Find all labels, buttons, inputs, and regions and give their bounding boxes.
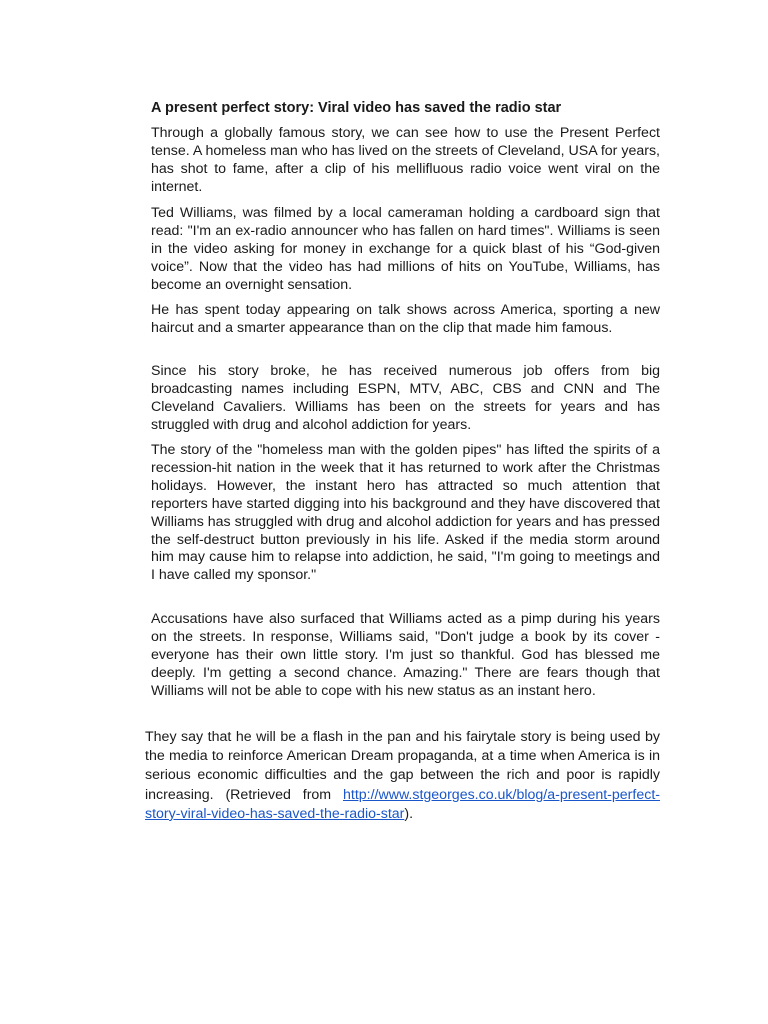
paragraph-7: [145, 728, 660, 824]
paragraph-1: Through a globally famous story, we can see how to use the Present Perfect tense. A homeless man who has lived on the streets of Cleveland, USA for years, has shot to fame, after a clip of his mellifluous radio voice went viral on the internet.: [151, 125, 660, 195]
paragraph-4: Since his story broke, he has received numerous job offers from big broadcasting names including ESPN, MTV, ABC, CBS and CNN and The Cleveland Cavaliers. Williams has been on the streets for years and has struggled with drug and alcohol addiction for years.: [151, 363, 660, 433]
paragraph-7-closing: ).: [404, 805, 414, 822]
paragraph-3: He has spent today appearing on talk shows across America, sporting a new haircut and a smarter appearance than on the clip that made him famous.: [151, 302, 660, 336]
paragraph-2: Ted Williams, was filmed by a local cameraman holding a cardboard sign that read: "I'm an ex-radio announcer who has fallen on hard times". Williams is seen in the video asking for money in exchange for a quick blast of his “God-given voice”. Now that the video has had millions of hits on YouTube, Williams, has become an overnight sensation.: [151, 205, 660, 293]
paragraph-6: Accusations have also surfaced that Williams acted as a pimp during his years on the streets. In response, Williams said, "Don't judge a book by its cover - everyone has their own little story. I'm just so thankful. God has blessed me deeply. I'm getting a second chance. Amazing." There are fears though that Williams will not be able to cope with his new status as an instant hero.: [151, 611, 660, 699]
source-link[interactable]: http://www.stgeorges.co.uk/blog/a-present-perfect-story-viral-video-has-saved-the-radio-star: [145, 786, 660, 822]
paragraph-7-text: They say that he will be a flash in the pan and his fairytale story is being used by the media to reinforce American Dream propaganda, at a time when America is in serious economic difficulties and the gap between the rich and poor is rapidly increasing. (Retrieved from: [145, 729, 660, 803]
article-title: A present perfect story: Viral video has saved the radio star: [151, 100, 562, 116]
paragraph-5: The story of the "homeless man with the golden pipes" has lifted the spirits of a recession-hit nation in the week that it has returned to work after the Christmas holidays. However, the instant hero has attracted so much attention that reporters have started digging into his background and they have discovered that Williams has struggled with drug and alcohol addiction for years and has pressed the self-destruct button previously in his life. Asked if the media storm around him may cause him to relapse into addiction, he said, "I'm going to meetings and I have called my sponsor.": [151, 442, 660, 584]
